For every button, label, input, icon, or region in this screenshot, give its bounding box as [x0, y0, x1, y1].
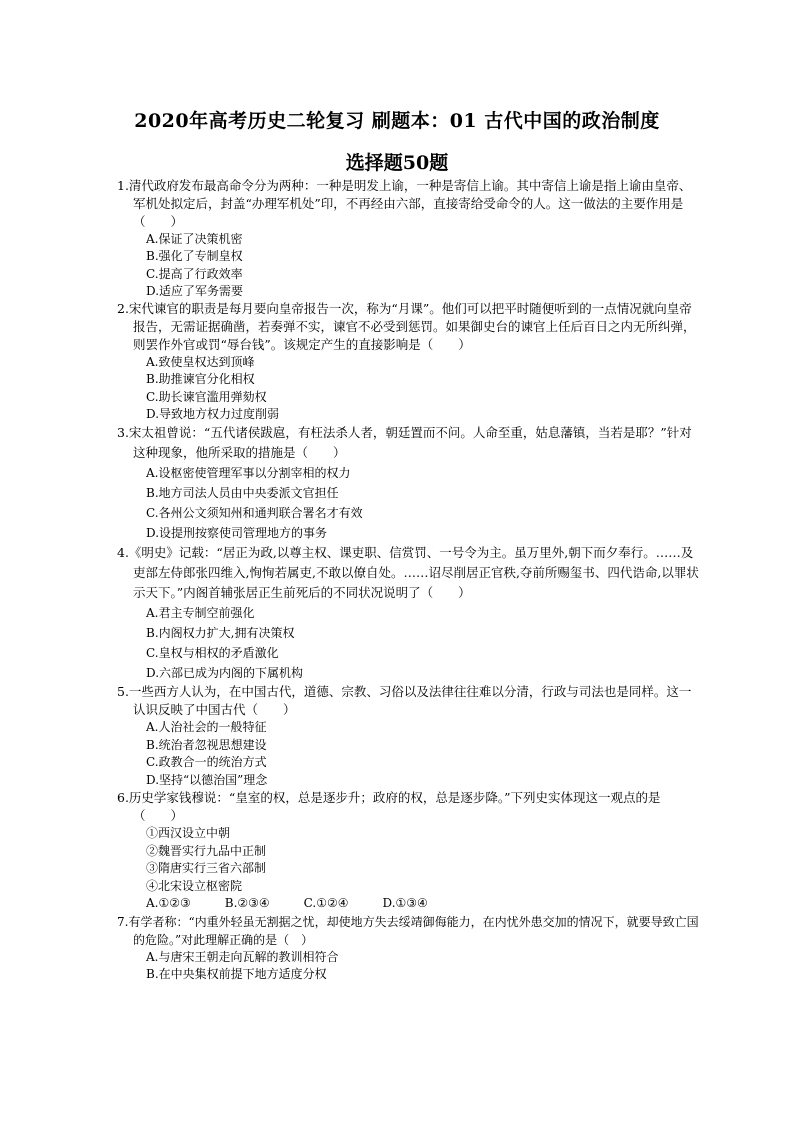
- option-b: B.助推谏官分化相权: [146, 372, 255, 387]
- page-title: 2020年高考历史二轮复习 刷题本：01 古代中国的政治制度: [134, 110, 660, 132]
- question-1: [117, 177, 702, 300]
- question-stem: 3.宋太祖曾说：“五代诸侯跋扈，有枉法杀人者，朝廷置而不问。人命至重，姑息藩镇，当若是耶？”针对这种现象，他所采取的措施是（ ）: [117, 425, 692, 461]
- option-a: A.人治社会的一般特征: [146, 720, 267, 735]
- question-7: [117, 913, 702, 984]
- option-a: A.与唐宋王朝走向瓦解的教训相符合: [146, 949, 339, 964]
- question-stem: 1.清代政府发布最高命令分为两种：一种是明发上谕，一种是寄信上谕。其中寄信上谕是指上谕由皇帝、军机处拟定后，封盖“办理军机处”印，不再经由六部，直接寄给受命令的人。这一做法的主要作用是（ ）: [117, 178, 692, 229]
- question-stem: 2.宋代谏官的职责是每月要向皇帝报告一次，称为“月课”。他们可以把平时随便听到的一点情况就向皇帝报告，无需证据确凿，若奏弹不实，谏官不必受到惩罚。如果御史台的谏官上任后百日之内无所纠弹，则罢作外官或罚“辱台钱”。该规定产生的直接影响是（ ）: [117, 301, 696, 353]
- option-b: B.内阁权力扩大,拥有决策权: [146, 626, 295, 641]
- choice-a: A.①②③: [146, 896, 191, 911]
- question-6: [117, 789, 702, 913]
- option-b: B.地方司法人员由中央委派文官担任: [146, 486, 339, 501]
- option-d: D.坚持“以德治国”理念: [146, 772, 268, 787]
- question-4: [117, 543, 702, 683]
- question-list: [117, 177, 702, 984]
- statement-3: ③隋唐实行三省六部制: [146, 861, 267, 876]
- statement-2: ②魏晋实行九品中正制: [146, 843, 267, 858]
- statement-4: ④北宋设立枢密院: [146, 878, 243, 893]
- option-d: D.六部已成为内阁的下属机构: [146, 666, 304, 681]
- option-c: C.各州公文须知州和通判联合署名才有效: [146, 506, 363, 521]
- answer-choices: [117, 895, 702, 913]
- option-c: C.提高了行政效率: [146, 266, 243, 281]
- option-c: C.政教合一的统治方式: [146, 755, 267, 770]
- question-3: [117, 423, 702, 543]
- choice-d: D.①③④: [382, 896, 428, 911]
- question-stem: 6.历史学家钱穆说：“皇室的权，总是逐步升；政府的权，总是逐步降。”下列史实体现这一观点的是（ ）: [117, 790, 661, 824]
- option-a: A.保证了决策机密: [146, 232, 243, 246]
- option-d: D.适应了军务需要: [146, 283, 244, 298]
- option-b: B.在中央集权前提下地方适度分权: [146, 967, 327, 982]
- option-b: B.强化了专制皇权: [146, 249, 243, 264]
- option-a: A.君主专制空前强化: [146, 606, 255, 621]
- question-2: [117, 300, 702, 423]
- option-a: A.致使皇权达到顶峰: [146, 355, 255, 370]
- option-a: A.设枢密使管理军事以分割宰相的权力: [146, 466, 351, 481]
- page-subtitle: 选择题50题: [345, 152, 449, 174]
- question-stem: 5.一些西方人认为，在中国古代，道德、宗教、习俗以及法律往往难以分清，行政与司法也是同样。这一认识反映了中国古代（ ）: [117, 684, 692, 718]
- option-c: C.皇权与相权的矛盾激化: [146, 646, 279, 661]
- option-d: D.设提刑按察使司管理地方的事务: [146, 526, 328, 541]
- option-b: B.统治者忽视思想建设: [146, 737, 267, 752]
- question-stem: 4.《明史》记载：“居正为政,以尊主权、课吏职、信赏罚、一号令为主。虽万里外,朝下而夕奉行。……及吏部左侍郎张四维入,恂恂若属吏,不敢以僚自处。……诏尽削居正官秩,夺前所赐玺书、四代诰命,以罪状示天下。”内阁首辅张居正生前死后的不同状况说明了（ ）: [117, 545, 699, 601]
- choice-b: B.②③④: [224, 896, 270, 911]
- statement-1: ①西汉设立中朝: [146, 826, 231, 841]
- choice-c: C.①②④: [303, 896, 349, 911]
- option-c: C.助长谏官滥用弹劾权: [146, 389, 267, 404]
- option-d: D.导致地方权力过度削弱: [146, 407, 280, 422]
- question-5: [117, 683, 702, 789]
- question-stem: 7.有学者称：“内重外轻虽无割据之忧，却使地方失去绥靖御侮能力，在内忧外患交加的情况下，就要导致亡国的危险。”对此理解正确的是（ ）: [117, 914, 699, 947]
